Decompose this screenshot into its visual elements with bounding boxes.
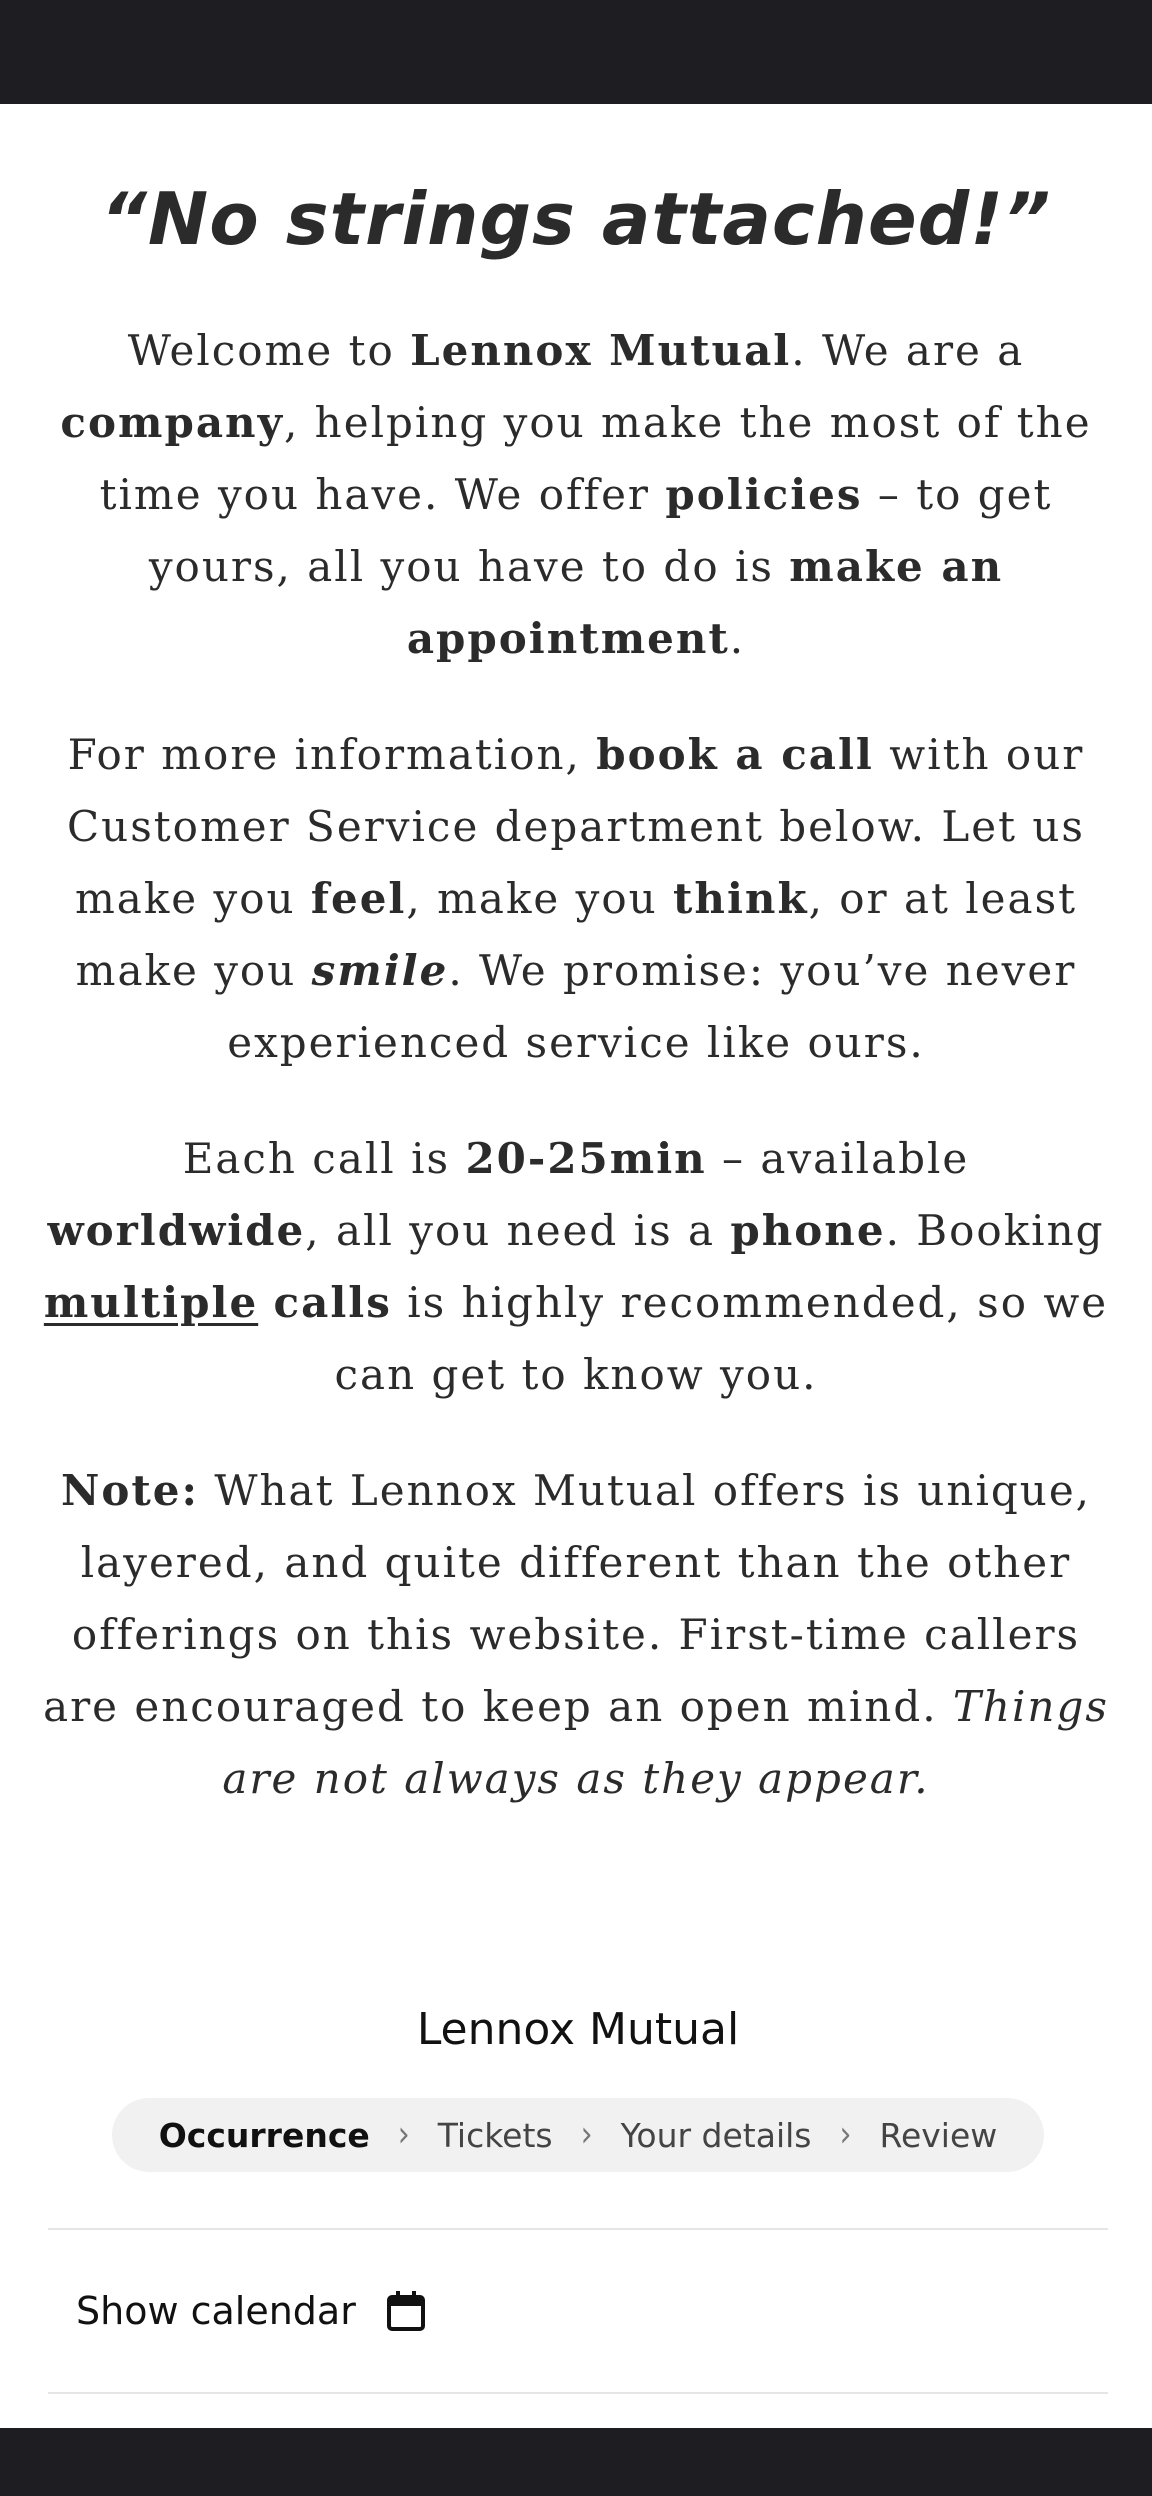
text-span: , or at least make you bbox=[75, 874, 1078, 996]
bottom-bar bbox=[0, 2428, 1152, 2496]
text-span: , all you need is a bbox=[305, 1206, 731, 1256]
headline: “No strings attached!” bbox=[100, 177, 1052, 261]
text-span: . We promise: you’ve never experienced service like ours. bbox=[227, 946, 1077, 1068]
bold-think: think bbox=[673, 874, 809, 924]
bold-calls: calls bbox=[273, 1278, 392, 1328]
text-span: Each call is bbox=[182, 1134, 466, 1184]
text-span: with our Customer Service department below. Let us make you bbox=[67, 730, 1085, 924]
widget-title: Lennox Mutual bbox=[416, 2004, 740, 2055]
text-span bbox=[258, 1278, 273, 1327]
bold-company: company bbox=[60, 398, 284, 448]
chevron-right-icon: › bbox=[839, 2113, 852, 2156]
bold-worldwide: worldwide bbox=[47, 1206, 306, 1256]
bold-underline-multiple: multiple bbox=[43, 1278, 259, 1328]
call-details-paragraph bbox=[40, 1123, 1112, 1411]
top-bar bbox=[0, 0, 1152, 104]
show-calendar-button[interactable] bbox=[48, 2230, 1108, 2392]
bold-policies: policies bbox=[665, 470, 863, 520]
text-span: . Booking bbox=[885, 1206, 1105, 1256]
description-section bbox=[40, 177, 1112, 1859]
text-span: Welcome to bbox=[127, 326, 411, 376]
text-span: . bbox=[729, 614, 746, 664]
bold-italic-smile: smile bbox=[311, 946, 449, 996]
intro-paragraph bbox=[40, 315, 1112, 675]
step-your-details[interactable]: Your details bbox=[620, 2115, 812, 2155]
text-span: , make you bbox=[406, 874, 674, 924]
bold-make-appointment: make an appointment bbox=[406, 542, 1004, 664]
bold-phone: phone bbox=[730, 1206, 886, 1256]
text-span: , helping you make the most of the time you have. We offer bbox=[99, 398, 1092, 520]
text-span: For more information, bbox=[67, 730, 597, 780]
bold-duration: 20-25min bbox=[465, 1134, 707, 1184]
text-span: – available bbox=[706, 1134, 970, 1184]
calendar-icon bbox=[386, 2290, 426, 2332]
note-label: Note: bbox=[60, 1466, 199, 1516]
text-span: . We are a bbox=[791, 326, 1025, 376]
bold-book-a-call: book a call bbox=[596, 730, 874, 780]
divider bbox=[48, 2392, 1108, 2394]
step-occurrence[interactable]: Occurrence bbox=[158, 2115, 370, 2155]
note-paragraph bbox=[40, 1455, 1112, 1815]
show-calendar-label: Show calendar bbox=[76, 2289, 356, 2333]
bold-feel: feel bbox=[310, 874, 407, 924]
company-name: Lennox Mutual bbox=[410, 326, 792, 376]
chevron-right-icon: › bbox=[397, 2113, 410, 2156]
booking-steps bbox=[112, 2098, 1044, 2172]
step-tickets[interactable]: Tickets bbox=[437, 2115, 553, 2155]
chevron-right-icon: › bbox=[580, 2113, 593, 2156]
info-paragraph bbox=[40, 719, 1112, 1079]
text-span: is highly recommended, so we can get to know you. bbox=[334, 1278, 1109, 1400]
booking-widget bbox=[48, 1990, 1108, 2394]
step-review[interactable]: Review bbox=[879, 2115, 998, 2155]
italic-things: Things are not always as they appear. bbox=[222, 1682, 1109, 1804]
text-span: – to get yours, all you have to do is bbox=[148, 470, 1053, 592]
text-span: What Lennox Mutual offers is unique, layered, and quite different than the other offerings on this website. First-time callers are encouraged to keep an open mind. bbox=[43, 1466, 1092, 1732]
